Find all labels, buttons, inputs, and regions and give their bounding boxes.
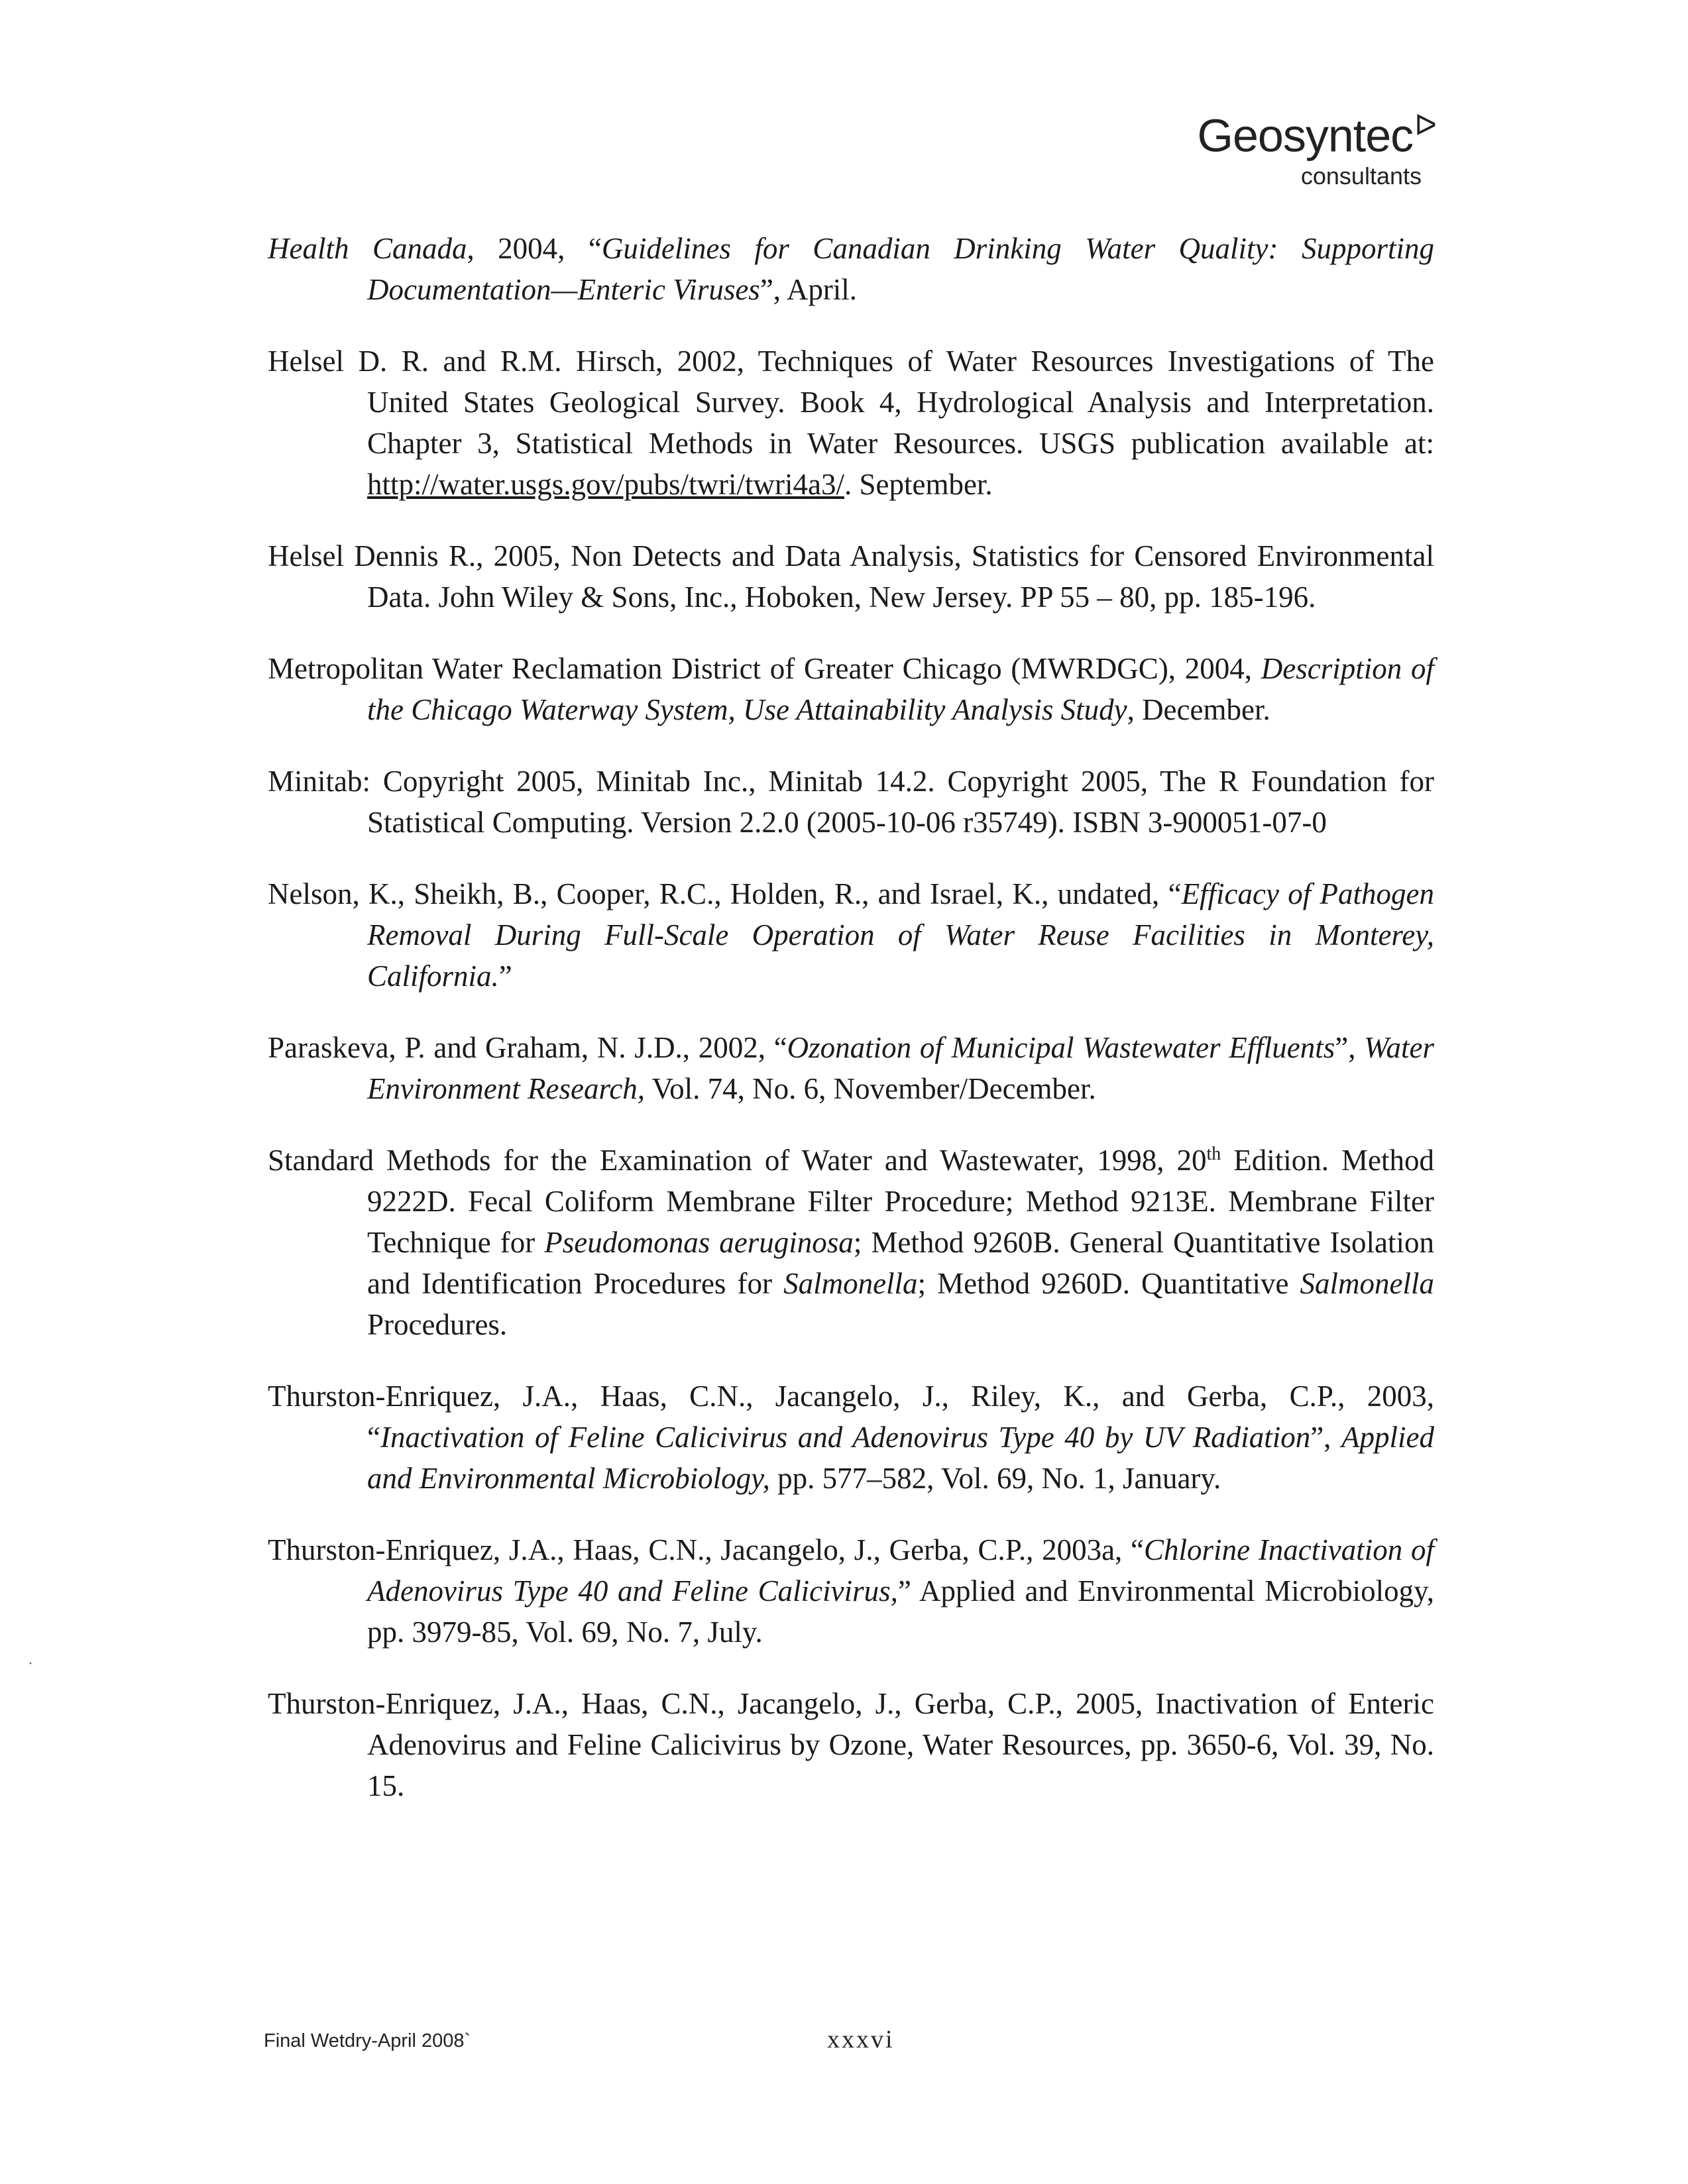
reference-item: Helsel Dennis R., 2005, Non Detects and Data Analysis, Statistics for Censored Environmental Data. John Wiley & Sons, Inc., Hoboken, New Jersey. PP 55 – 80, pp. 185-196. (268, 539, 1434, 614)
logo-triangle-icon: ᐅ (1414, 109, 1436, 142)
reference-item: Paraskeva, P. and Graham, N. J.D., 2002, “Ozonation of Municipal Wastewater Effluents”, Water Environment Research, Vol. 74, No. 6, November/December. (268, 1031, 1435, 1105)
logo-subtitle: consultants (1300, 162, 1422, 190)
company-logo (1198, 111, 1436, 190)
reference-list (268, 228, 1434, 1837)
scan-mark: · (28, 1655, 33, 1672)
reference-item: Metropolitan Water Reclamation District of Greater Chicago (MWRDGC), 2004, Description of the Chicago Waterway System, Use Attainability Analysis Study, December. (268, 652, 1434, 726)
reference-item: Thurston-Enriquez, J.A., Haas, C.N., Jacangelo, J., Gerba, C.P., 2005, Inactivation of Enteric Adenovirus and Feline Calicivirus by Ozone, Water Resources, pp. 3650-6, Vol. 39, No. 15. (268, 1687, 1434, 1802)
reference-item: Minitab: Copyright 2005, Minitab Inc., Minitab 14.2. Copyright 2005, The R Foundation for Statistical Computing. Version 2.2.0 (2005-10-06 r35749). ISBN 3-900051-07-0 (268, 765, 1434, 839)
usgs-link[interactable]: http://water.usgs.gov/pubs/twri/twri4a3/ (367, 468, 844, 501)
reference-item: Standard Methods for the Examination of Water and Wastewater, 1998, 20th Edition. Method 9222D. Fecal Coliform Membrane Filter Procedure; Method 9213E. Membrane Filter Technique for Pseudomonas aeruginosa; Method 9260B. General Quantitative Isolation and Identification Procedures for Salmonella; Method 9260D. Quantitative Salmonella Procedures. (268, 1144, 1435, 1341)
footer-document-label: Final Wetdry-April 2008` (264, 2030, 471, 2051)
reference-item: Health Canada, 2004, “Guidelines for Canadian Drinking Water Quality: Supporting Documentation—Enteric Viruses”, April. (268, 232, 1434, 306)
reference-item: Thurston-Enriquez, J.A., Haas, C.N., Jacangelo, J., Gerba, C.P., 2003a, “Chlorine Inactivation of Adenovirus Type 40 and Feline Calicivirus,” Applied and Environmental Microbiology, pp. 3979-85, Vol. 69, No. 7, July. (268, 1533, 1434, 1649)
logo-name: Geosyntec$^ᐅ$ (1197, 109, 1436, 162)
reference-item: Helsel D. R. and R.M. Hirsch, 2002, Techniques of Water Resources Investigations of The United States Geological Survey. Book 4, Hydrological Analysis and Interpretation. Chapter 3, Statistical Methods in Water Resources. USGS publication available at: http://water.usgs.gov/pubs/twri/twri4a3/. September. (268, 345, 1434, 501)
page-number: xxxvi (827, 2026, 895, 2053)
reference-item: Thurston-Enriquez, J.A., Haas, C.N., Jacangelo, J., Riley, K., and Gerba, C.P., 2003, “Inactivation of Feline Calicivirus and Adenovirus Type 40 by UV Radiation”, Applied and Environmental Microbiology, pp. 577–582, Vol. 69, No. 1, January. (268, 1380, 1434, 1495)
reference-item: Nelson, K., Sheikh, B., Cooper, R.C., Holden, R., and Israel, K., undated, “Efficacy of Pathogen Removal During Full-Scale Operation of Water Reuse Facilities in Monterey, California.” (268, 877, 1434, 993)
